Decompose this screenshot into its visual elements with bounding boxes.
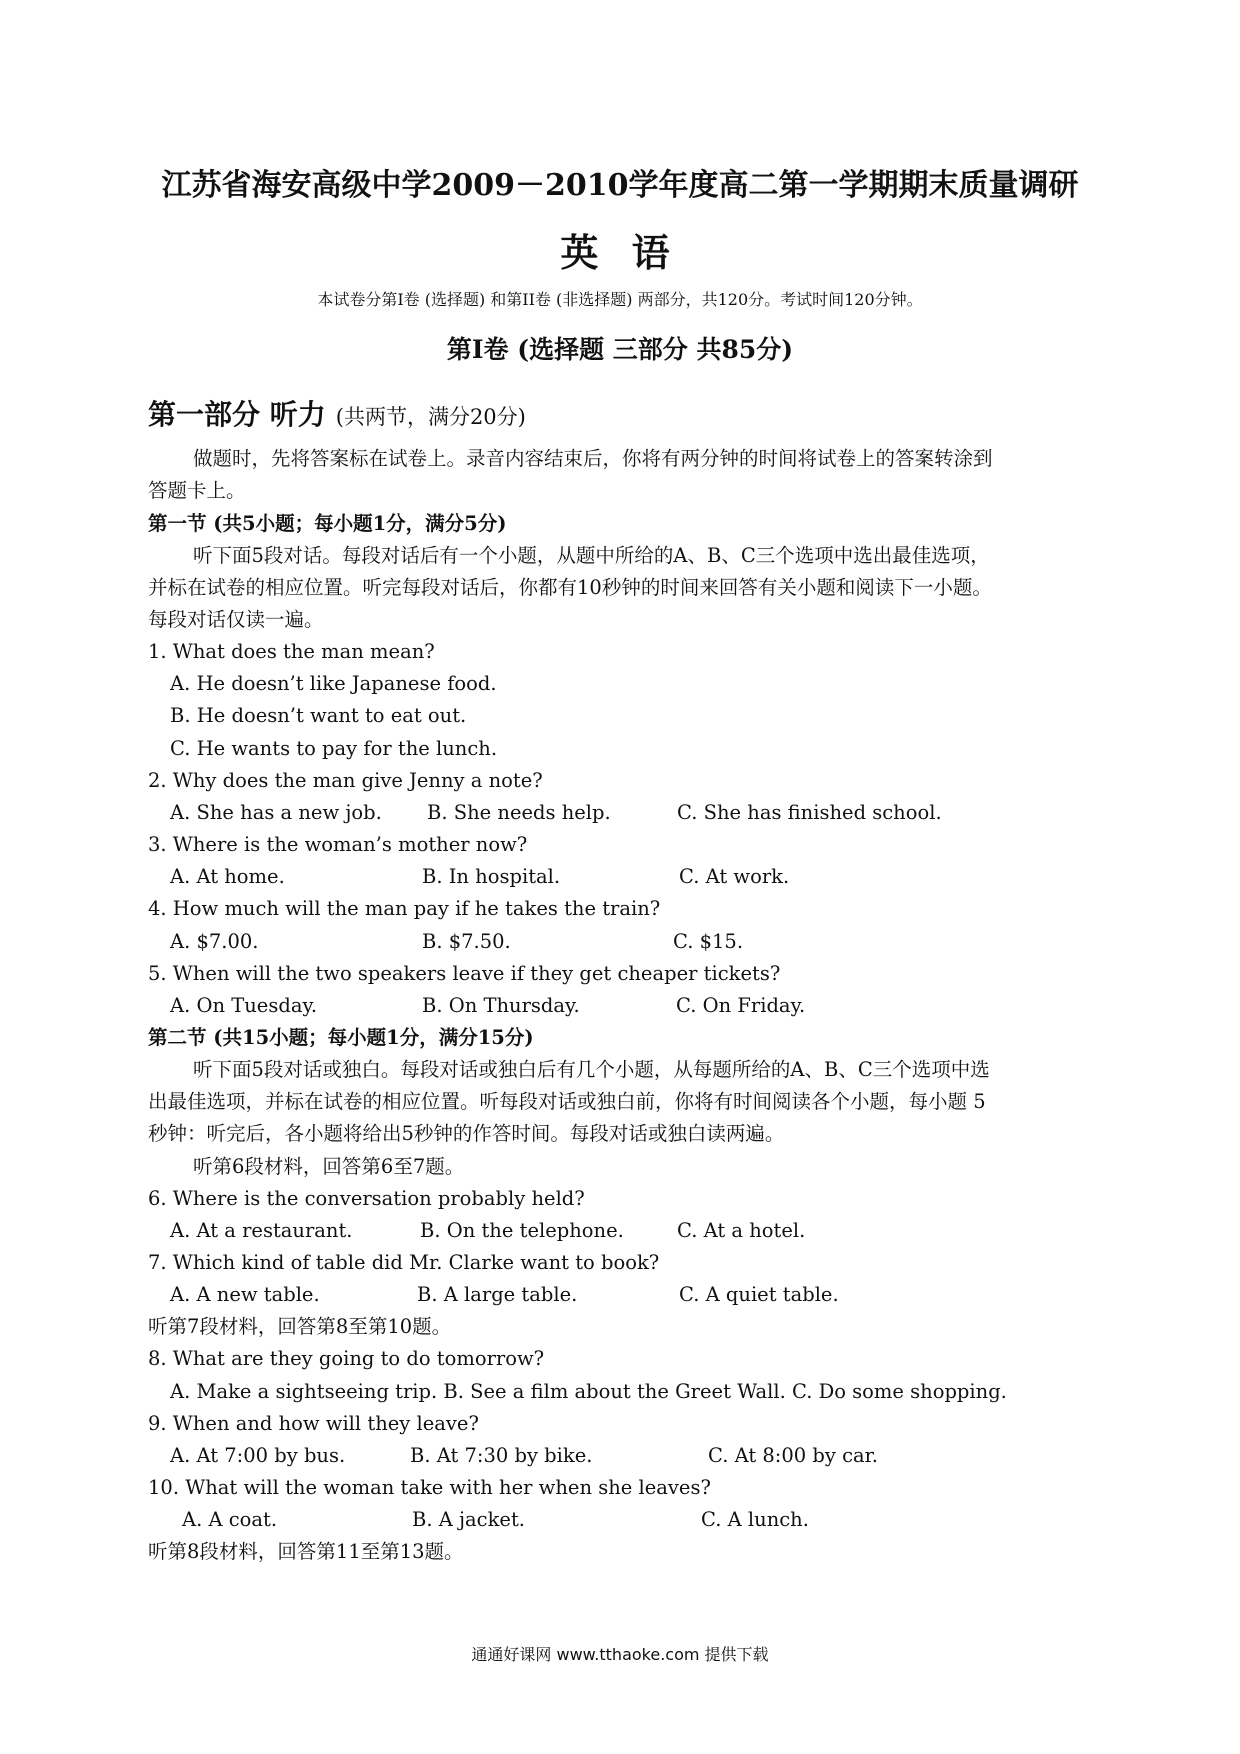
part1-score: (共两节，满分20分) <box>335 405 526 429</box>
q10-option-b: B. A jacket. <box>412 1508 525 1531</box>
q9-option-c: C. At 8:00 by car. <box>708 1444 879 1467</box>
q4-option-b: B. $7.50. <box>422 930 511 953</box>
q5-option-a: A. On Tuesday. <box>170 994 318 1017</box>
material-8-note: 听第8段材料，回答第11至第13题。 <box>148 1540 464 1563</box>
q10-option-c: C. A lunch. <box>701 1508 809 1531</box>
part1-title: 第一部分 听力 <box>148 398 326 431</box>
exam-title: 江苏省海安高级中学2009－2010学年度高二第一学期期末质量调研 <box>161 168 1079 203</box>
q6-option-a: A. At a restaurant. <box>170 1219 353 1242</box>
q3-option-c: C. At work. <box>679 865 790 888</box>
question-8: 8. What are they going to do tomorrow? <box>148 1347 545 1370</box>
q6-option-b: B. On the telephone. <box>420 1219 624 1242</box>
question-3: 3. Where is the woman’s mother now? <box>148 833 528 856</box>
q4-option-a: A. $7.00. <box>170 930 259 953</box>
section1-desc-line3: 每段对话仅读一遍。 <box>148 608 324 631</box>
q1-option-a: A. He doesn’t like Japanese food. <box>170 672 497 695</box>
section1-desc-line2: 并标在试卷的相应位置。听完每段对话后，你都有10秒钟的时间来回答有关小题和阅读下一小题。 <box>148 576 992 599</box>
q9-option-b: B. At 7:30 by bike. <box>410 1444 593 1467</box>
question-1: 1. What does the man mean? <box>148 640 435 663</box>
volume-heading: 第I卷 (选择题 三部分 共85分) <box>446 335 794 364</box>
part1-instruction-line2: 答题卡上。 <box>148 479 246 502</box>
section2-heading: 第二节 (共15小题；每小题1分，满分15分) <box>148 1026 534 1049</box>
subject-title: 英 语 <box>560 230 680 275</box>
section2-desc-line1: 听下面5段对话或独白。每段对话或独白后有几个小题，从每题所给的A、B、C三个选项中选 <box>193 1058 990 1081</box>
section2-desc-line2: 出最佳选项，并标在试卷的相应位置。听每段对话或独白前，你将有时间阅读各个小题，每小题 5 <box>148 1090 986 1113</box>
q2-option-b: B. She needs help. <box>427 801 611 824</box>
material-6-note: 听第6段材料，回答第6至7题。 <box>193 1155 465 1178</box>
question-5: 5. When will the two speakers leave if they get cheaper tickets? <box>148 962 781 985</box>
page-footer: 通通好课网 www.tthaoke.com 提供下载 <box>471 1645 769 1664</box>
q6-option-c: C. At a hotel. <box>677 1219 806 1242</box>
q7-option-b: B. A large table. <box>417 1283 578 1306</box>
part1-instruction-line1: 做题时，先将答案标在试卷上。录音内容结束后，你将有两分钟的时间将试卷上的答案转涂到 <box>193 447 993 470</box>
section1-desc-line1: 听下面5段对话。每段对话后有一个小题，从题中所给的A、B、C三个选项中选出最佳选项， <box>193 544 990 567</box>
question-10: 10. What will the woman take with her when she leaves? <box>148 1476 711 1499</box>
q10-option-a: A. A coat. <box>182 1508 278 1531</box>
q7-option-c: C. A quiet table. <box>679 1283 839 1306</box>
question-6: 6. Where is the conversation probably held? <box>148 1187 585 1210</box>
q7-option-a: A. A new table. <box>170 1283 320 1306</box>
question-9: 9. When and how will they leave? <box>148 1412 479 1435</box>
q5-option-b: B. On Thursday. <box>422 994 580 1017</box>
question-7: 7. Which kind of table did Mr. Clarke want to book? <box>148 1251 660 1274</box>
question-4: 4. How much will the man pay if he takes the train? <box>148 897 661 920</box>
section2-desc-line3: 秒钟：听完后，各小题将给出5秒钟的作答时间。每段对话或独白读两遍。 <box>148 1122 785 1145</box>
q3-option-b: B. In hospital. <box>422 865 561 888</box>
q8-options: A. Make a sightseeing trip. B. See a film about the Greet Wall. C. Do some shopping. <box>170 1380 1007 1403</box>
question-2: 2. Why does the man give Jenny a note? <box>148 769 543 792</box>
exam-intro: 本试卷分第Ⅰ卷 (选择题) 和第II卷 (非选择题) 两部分，共120分。考试时间120分钟。 <box>317 290 923 309</box>
q1-option-b: B. He doesn’t want to eat out. <box>170 704 467 727</box>
material-7-note: 听第7段材料，回答第8至第10题。 <box>148 1315 452 1338</box>
q2-option-c: C. She has finished school. <box>677 801 942 824</box>
q1-option-c: C. He wants to pay for the lunch. <box>170 737 498 760</box>
q3-option-a: A. At home. <box>170 865 285 888</box>
q5-option-c: C. On Friday. <box>676 994 806 1017</box>
q9-option-a: A. At 7:00 by bus. <box>170 1444 346 1467</box>
q2-option-a: A. She has a new job. <box>170 801 382 824</box>
part1-heading <box>148 393 526 433</box>
section1-heading: 第一节 (共5小题；每小题1分，满分5分) <box>148 512 507 535</box>
q4-option-c: C. $15. <box>673 930 744 953</box>
